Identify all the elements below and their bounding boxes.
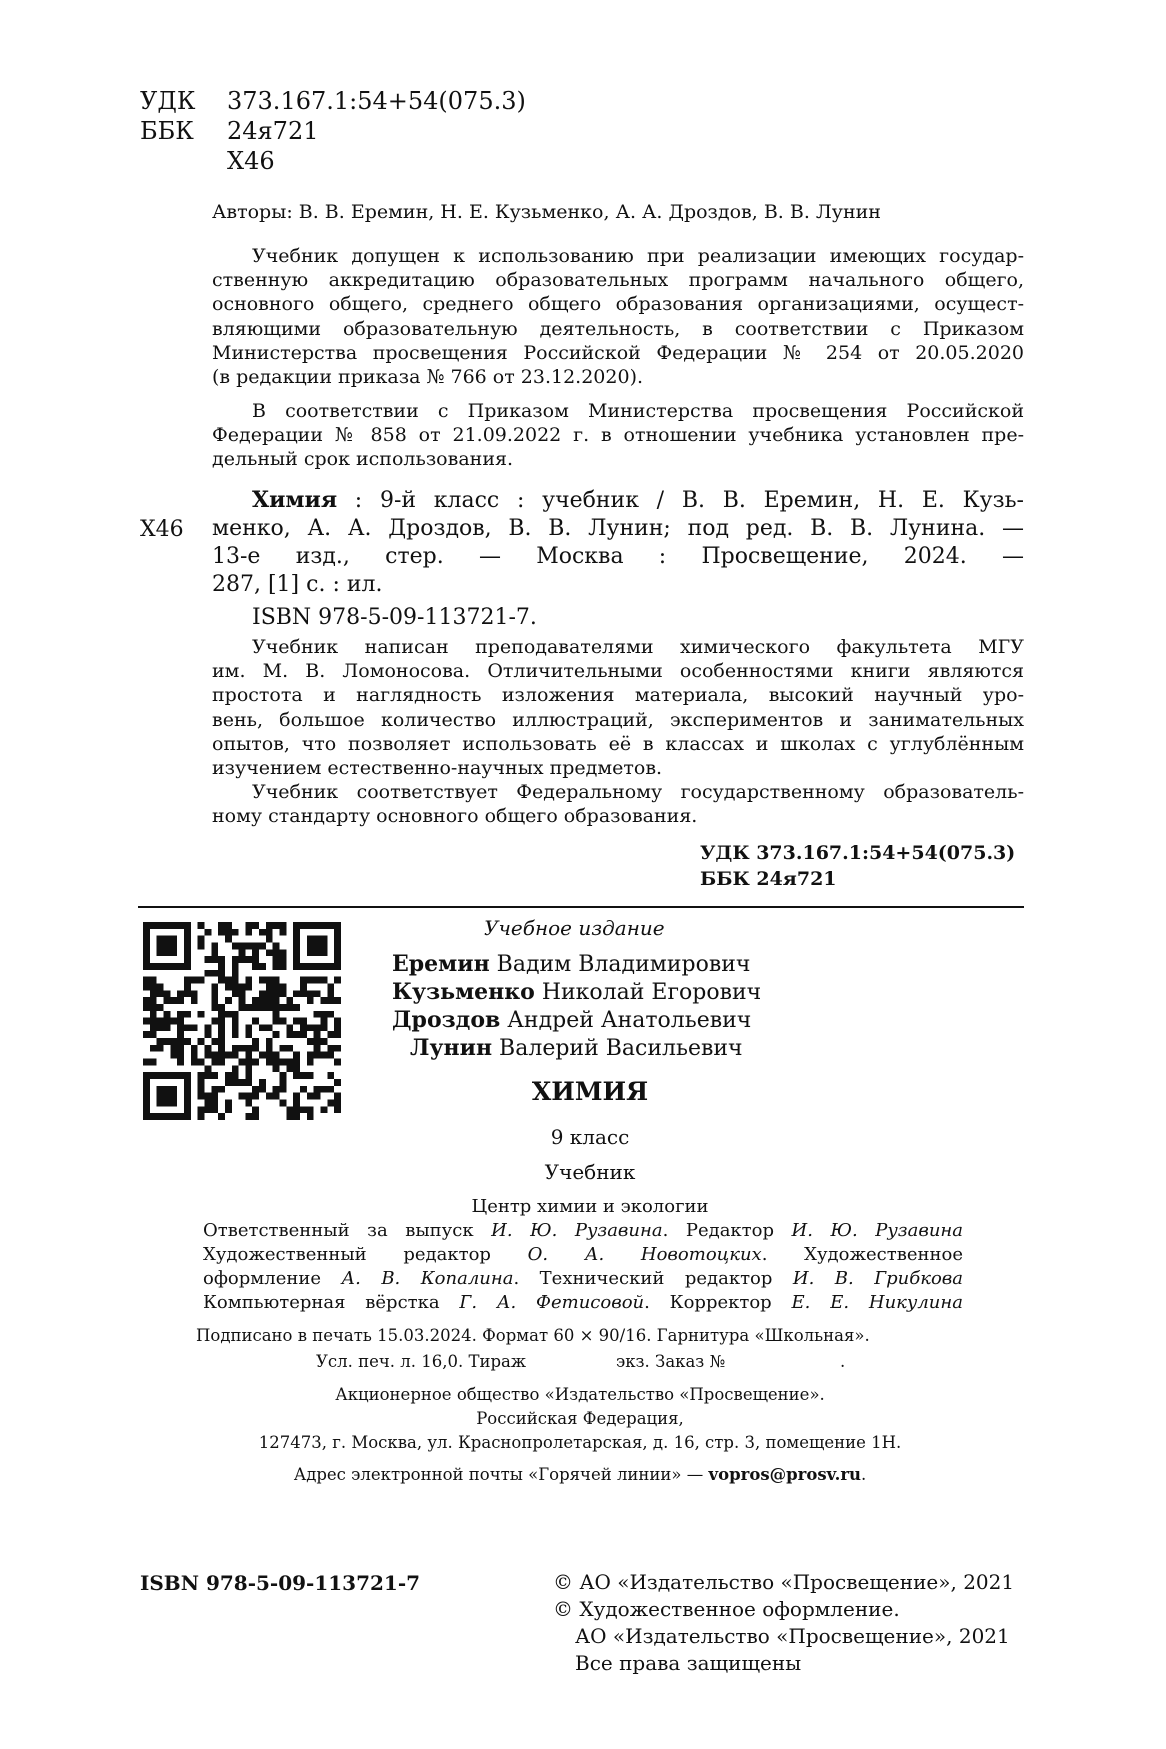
annotation-line: им. М. В. Ломоносова. Отличительными особенностями книги являются (212, 660, 1024, 683)
standard-line: ному стандарту основного общего образования. (212, 805, 698, 828)
print-info-end: . (840, 1352, 846, 1371)
annotation-line: опытов, что позволяет использовать её в классах и школах с углублённым (212, 732, 1024, 755)
copyright-1: © АО «Издательство «Просвещение», 2021 (553, 1570, 1015, 1594)
term-line: Федерации № 858 от 21.09.2022 г. в отношении учебника установлен пре- (212, 424, 1024, 447)
approval-line: Министерства просвещения Российской Федерации № 254 от 20.05.2020 (212, 341, 1024, 364)
footer-bbk: ББК 24я721 (700, 868, 837, 890)
bib-mark: Х46 (140, 517, 184, 542)
udk-label: УДК (140, 87, 196, 115)
term-line: В соответствии с Приказом Министерства просвещения Российской (252, 400, 1024, 422)
author-full-2: Кузьменко Николай Егорович (392, 979, 762, 1005)
publisher-email-line: Адрес электронной почты «Горячей линии» — vopros@prosv.ru. (293, 1465, 867, 1484)
authors-line: Авторы: В. В. Еремин, Н. Е. Кузьменко, А. А. Дроздов, В. В. Лунин (212, 201, 881, 223)
author-full-3: Дроздов Андрей Анатольевич (392, 1007, 752, 1033)
publisher-line-2: Российская Федерация, (476, 1409, 684, 1428)
credits-line-1: Ответственный за выпуск И. Ю. Рузавина. Редактор И. Ю. Рузавина (203, 1220, 963, 1241)
annotation-line: вень, большое количество иллюстраций, экспериментов и занимательных (212, 708, 1024, 731)
credits-line-4: Компьютерная вёрстка Г. А. Фетисовой. Корректор Е. Е. Никулина (203, 1292, 963, 1313)
term-paragraph (212, 399, 1024, 472)
udk-value: 373.167.1:54+54(075.3) (227, 87, 526, 115)
grade: 9 класс (550, 1125, 630, 1149)
rights: Все права защищены (575, 1651, 802, 1675)
annotation-line: изучением естественно-научных предметов. (212, 757, 663, 780)
bib-isbn: ISBN 978-5-09-113721-7. (252, 605, 537, 630)
standard-line: Учебник соответствует Федеральному государственному образователь- (252, 781, 1024, 804)
bib-line-2: менко, А. А. Дроздов, В. В. Лунин; под ред. В. В. Лунина. — (212, 516, 1024, 541)
publisher-email: vopros@prosv.ru (708, 1465, 862, 1484)
print-info-tirazh: Усл. печ. л. 16,0. Тираж (316, 1352, 527, 1371)
book-title: ХИМИЯ (531, 1077, 649, 1106)
credits-line-3: оформление А. В. Копалина. Технический редактор И. В. Грибкова (203, 1268, 964, 1289)
bib-line-1: Химия : 9-й класс : учебник / В. В. Еремин, Н. Е. Кузь- (252, 487, 1024, 513)
copyright-2: © Художественное оформление. (553, 1597, 900, 1621)
bottom-isbn: ISBN 978-5-09-113721-7 (140, 1571, 421, 1595)
bbk-label: ББК (140, 117, 194, 145)
credits-2-wrap (203, 1243, 963, 1267)
book-kind: Учебник (544, 1160, 636, 1184)
approval-line: (в редакции приказа № 766 от 23.12.2020). (212, 366, 644, 389)
edition-type: Учебное издание (484, 916, 665, 940)
credits-3-wrap (203, 1267, 963, 1291)
copyright-3: АО «Издательство «Просвещение», 2021 (575, 1624, 1010, 1648)
bib-record (212, 486, 1024, 599)
term-line: дельный срок использования. (212, 448, 514, 471)
publisher-line-1: Акционерное общество «Издательство «Просвещение». (335, 1385, 825, 1404)
author-full-1: Еремин Вадим Владимирович (392, 951, 751, 977)
bib-line-4: 287, [1] с. : ил. (212, 572, 383, 597)
publisher-line-3: 127473, г. Москва, ул. Краснопролетарская, д. 16, стр. 3, помещение 1Н. (258, 1433, 902, 1452)
print-info-order: экз. Заказ № (616, 1352, 726, 1371)
annotation (212, 635, 1024, 829)
print-info-line-1: Подписано в печать 15.03.2024. Формат 60 × 90/16. Гарнитура «Школьная». (196, 1326, 870, 1345)
bbk-value: 24я721 (227, 117, 319, 145)
author-full-4: Лунин Валерий Васильевич (410, 1035, 743, 1061)
divider-rule (138, 906, 1024, 908)
approval-paragraph (212, 244, 1024, 389)
approval-line: ственную аккредитацию образовательных программ начального общего, (212, 269, 1024, 292)
annotation-line: Учебник написан преподавателями химического факультета МГУ (252, 636, 1024, 658)
bib-line-3: 13-е изд., стер. — Москва : Просвещение, 2024. — (212, 544, 1024, 569)
footer-udk: УДК 373.167.1:54+54(075.3) (700, 842, 1016, 864)
bib-title: Химия (252, 487, 338, 513)
center-name: Центр химии и экологии (471, 1196, 709, 1217)
qr-code-icon (143, 922, 341, 1120)
credits-4-wrap (203, 1291, 963, 1315)
author-mark: Х46 (227, 147, 275, 175)
credits-line-2: Художественный редактор О. А. Новотоцких. Художественное (203, 1244, 963, 1265)
approval-line: основного общего, среднего общего образования организациями, осущест- (212, 293, 1024, 316)
annotation-line: простота и наглядность изложения материала, высокий научный уро- (212, 684, 1024, 707)
approval-line: Учебник допущен к использованию при реализации имеющих государ- (252, 245, 1024, 267)
credits (203, 1219, 963, 1243)
approval-line: вляющими образовательную деятельность, в соответствии с Приказом (212, 317, 1024, 340)
